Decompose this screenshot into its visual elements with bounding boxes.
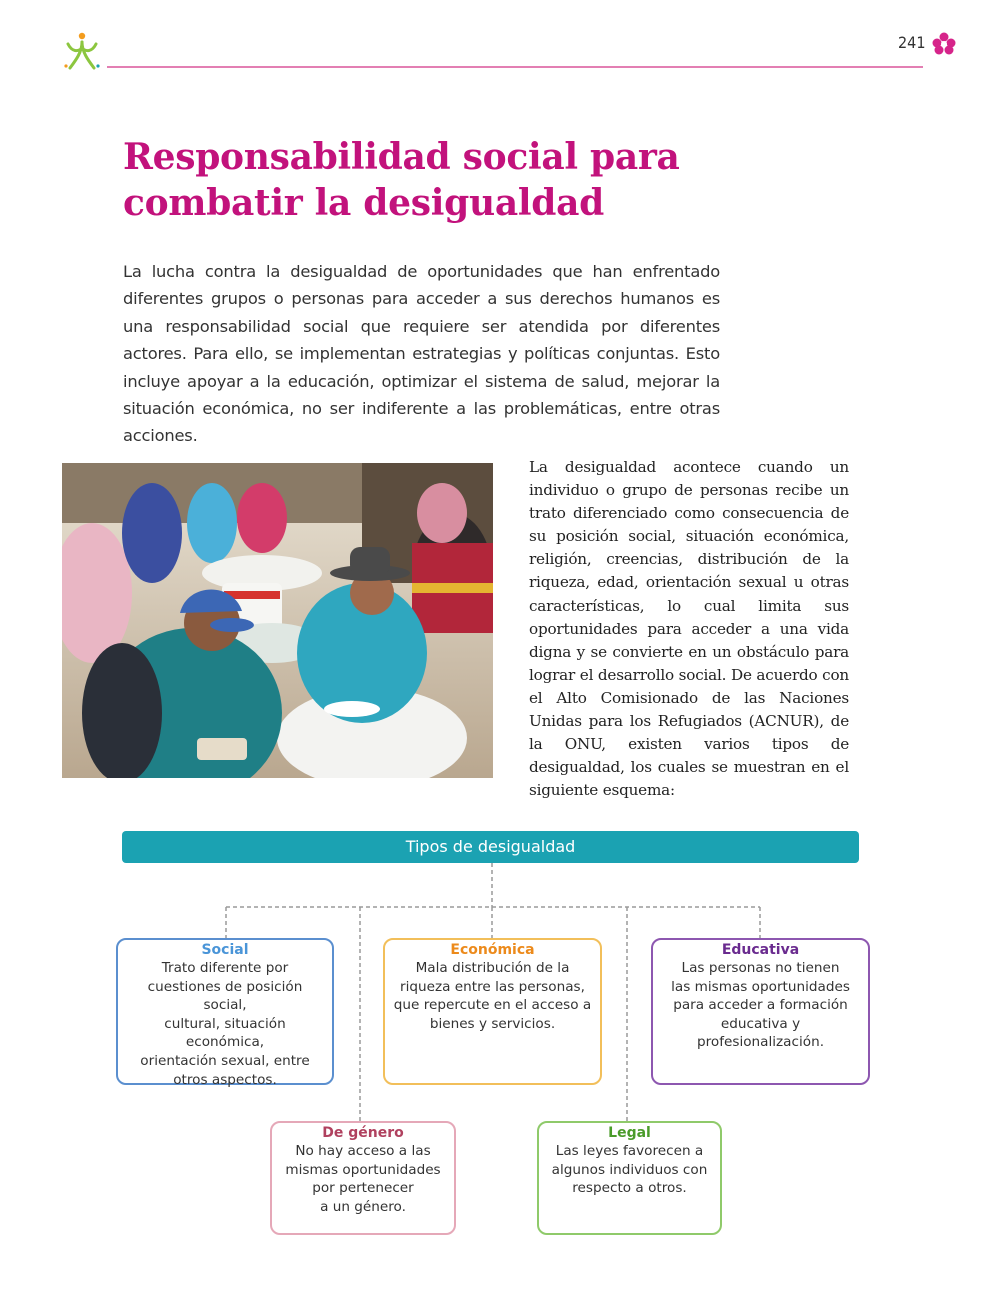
box-social-body: Trato diferente por cuestiones de posición social, cultural, situación económica, orientación sexual, entre otros aspectos.: [140, 960, 310, 1088]
box-genero-title: De género: [322, 1125, 404, 1141]
box-social-title: Social: [201, 942, 249, 958]
flower-icon: [930, 31, 958, 57]
header-rule: [107, 66, 923, 68]
box-genero: [270, 1121, 456, 1235]
box-social: [116, 938, 334, 1088]
side-paragraph: La desigualdad acontece cuando un individuo o grupo de personas recibe un trato diferenciado como consecuencia de su posición social, situación económica, religión, creencias, distribución de la riqueza, edad, orientación sexual u otras características, lo cual limita sus oportunidades para acceder a una vida digna y se convierte en un obstáculo para lograr el desarrollo social. De acuerdo con el Alto Comisionado de las Naciones Unidas para los Refugiados (ACNUR), de la ONU, existen varios tipos de desigualdad, los cuales se muestran en el siguiente esquema:: [529, 458, 849, 800]
box-economica-body: Mala distribución de la riqueza entre las personas, que repercute en el acceso a bienes y servicios.: [393, 960, 592, 1032]
box-genero-body: No hay acceso a las mismas oportunidades por pertenecer a un género.: [285, 1143, 441, 1215]
page-number: 241: [898, 33, 926, 52]
title-line-2: combatir la desigualdad: [123, 182, 604, 224]
page-title: [123, 134, 743, 226]
intro-paragraph: La lucha contra la desigualdad de oportunidades que han enfrentado diferentes grupos o personas para acceder a sus derechos humanos es una responsabilidad social que requiere ser atendida por diferentes actores. Para ello, se implementan estrategias y políticas conjuntas. Esto incluye apoyar a la educación, optimizar el sistema de salud, mejorar la situación económica, no ser indiferente a las problemáticas, entre otras acciones.: [123, 262, 720, 446]
box-legal-title: Legal: [608, 1125, 651, 1141]
box-economica: [383, 938, 602, 1085]
box-legal: [537, 1121, 722, 1235]
market-photo: [62, 463, 493, 778]
box-educativa-title: Educativa: [721, 942, 800, 958]
box-educativa-body: Las personas no tienen las mismas oportunidades para acceder a formación educativa y profesionalización.: [671, 960, 850, 1051]
box-legal-body: Las leyes favorecen a algunos individuos con respecto a otros.: [551, 1143, 708, 1197]
box-educativa: [651, 938, 870, 1085]
box-economica-title: Económica: [450, 942, 535, 958]
title-line-1: Responsabilidad social para: [123, 136, 680, 178]
publisher-logo-icon: [62, 30, 102, 72]
diagram-heading: Tipos de desigualdad: [122, 831, 859, 863]
